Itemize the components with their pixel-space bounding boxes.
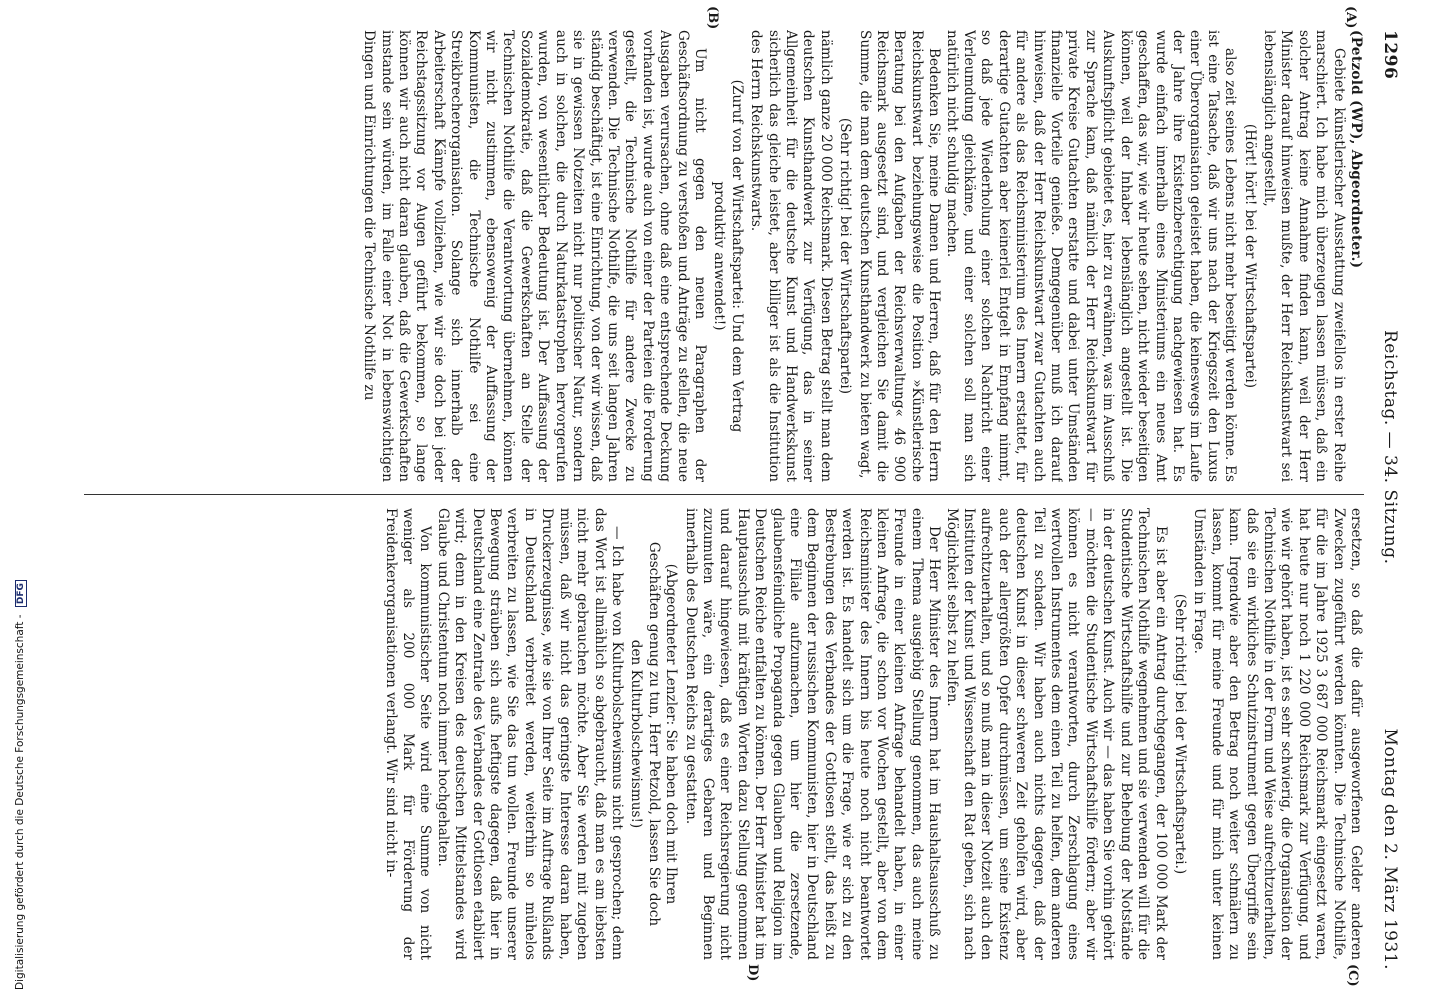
- left-column-paragraph: (Hört! hört! bei der Wirtschaftspartei): [1241, 123, 1258, 389]
- left-column-paragraph: Gebiete künstlerischer Ausstattung zweifellos in erster Reihe marschiert. Ich habe mich überzeugen lassen müssen, daß ein solcher Antrag keine Annahme finden kann, weil der Herr Minister darauf hinweisen mußte, der Herr Reichskunstwart sei lebenslänglich angestellt,: [1260, 30, 1347, 482]
- page-header: [1374, 30, 1400, 970]
- left-column-paragraph: Bedenken Sie, meine Damen und Herren, daß für den Herrn Reichskunstwart beziehungsweise die Position »Künstlerische Beratung bei den Aufgaben der Reichsverwaltung« 46 900 Reichsmark ausgesetzt sind, und vergleichen Sie damit die Summe, die man dem deutschen Kunsthandwerk zu bieten wagt,: [856, 30, 943, 482]
- left-column-paragraph: (Petzold (WP), Abgeordneter.): [1348, 30, 1364, 269]
- right-column-paragraph: Der Herr Minister des Innern hat im Haushaltsausschuß zu einem Thema ausgiebig Stellung genommen, das auch meine Freunde in einer kleinen Anfrage behandelt haben, in einer kleinen Anfrage, die schon vor Wochen gestellt, aber von dem Reichsminister des Innern bis heute noch nicht beantwortet werden ist. Es handelt sich um die Frage, wie er sich zu den Bestrebungen des Verbandes der Gottlosen stellt, das heißt zu dem Beginnen der russischen Kommunisten, hier in Deutschland eine Filiale aufzumachen, um hier die zersetzende, glaubensfeindliche Propaganda gegen Glauben und Religion im Deutschen Reiche entfalten zu können. Der Herr Minister hat im Hauptausschuß mit kräftigen Worten dazu Stellung genommen und darauf hingewiesen, daß es einer Reichsregierung nicht zuzumuten wäre, ein derartiges Gebaren und Beginnen innerhalb des Deutschen Reichs zu gestatten.: [682, 508, 943, 960]
- right-column-paragraph: (Sehr richtig! bei der Wirtschaftspartei.): [1171, 593, 1188, 875]
- right-column-paragraph: Von kommunistischer Seite wird eine Summe von nicht weniger als 200 000 Mark für Förderung der Freidenkerorganisationen verlangt. Wir sind nicht in-: [382, 508, 434, 960]
- document-page: [70, 6, 1400, 987]
- session-date: Montag den 2. März 1931.: [1380, 728, 1400, 970]
- margin-mark-c: (C): [1345, 964, 1360, 987]
- margin-mark-d: D): [745, 964, 760, 982]
- right-column: [79, 508, 1364, 960]
- column-divider: [84, 494, 1364, 495]
- right-column-paragraph: (Abgeordneter Lenzler: Sie haben doch mit Ihren Geschäften genug zu tun, Herr Petzold, lassen Sie doch den Kulturbolschewismus!): [628, 541, 680, 927]
- dfg-logo: DFG: [15, 580, 27, 607]
- left-column-paragraph: also zeit seines Lebens nicht mehr beseitigt werden könne. Es ist eine Tatsache, daß wir uns nach der Kriegszeit den Luxus einer Überorganisation geleistet haben, die keineswegs im Laufe der Jahre ihre Existenzberechtigung nachgewiesen hat. Es wurde einfach innerhalb eines Ministeriums ein neues Amt geschaffen, das wir, wie wir heute sehen, nicht wieder beseitigen können, weil der Inhaber lebenslänglich angestellt ist. Die Auskunftspflicht gebietet es, hier zu erwähnen, was im Ausschuß zur Sprache kam, daß nämlich der Herr Reichskunstwart für private Kreise Gutachten erstatte und dabei unter Umständen finanzielle Vorteile genieße. Demgegenüber muß ich darauf hinweisen, daß der Herr Reichskunstwart zwar Gutachten auch für andere als das Reichsministerium des Innern erstattet, für derartige Gutachten aber keinerlei Entgelt in Empfang nimmt, so daß jede Wiederholung einer solchen Nachricht einer Verleumdung gleichkäme, und einer solchen soll man sich natürlich nicht schuldig machen.: [943, 30, 1239, 482]
- right-column-paragraph: — Ich habe von Kulturbolschewismus nicht gesprochen; denn das Wort ist allmählich so abgebraucht, daß man es am liebsten nicht mehr gebrauchen möchte. Aber Sie werden mit zugeben müssen, daß wir nicht das geringste Interesse daran haben, Druckerzeugnisse, wie sie von Ihrer Seite im Auftrage Rußlands in Deutschland verbreitet werden, weiterhin so mühelos verbreiten zu lassen, wie Sie das tun wollen. Freunde unserer Bewegung sträuben sich aufs heftigste dagegen, daß hier in Deutschland eine Zentrale des Verbandes der Gottlosen etabliert wird; denn in den Kreisen des deutschen Mittelstandes wird Glaube und Christentum noch immer hochgehalten.: [434, 508, 625, 960]
- right-column-paragraph: Es ist aber ein Antrag durchgegangen, der 100 000 Mark der Technischen Nothilfe wegnehmen und sie verwenden will für die Studentische Wirtschaftshilfe und zur Behebung der Notstände in der deutschen Kunst. Auch wir — das haben Sie vorhin gehört — möchten die Studentische Wirtschaftshilfe fördern; aber wir können es nicht verantworten, durch Zerschlagung eines wertvollen Instrumentes dem einen Teil zu helfen, dem anderen Teil zu schaden. Wir haben auch nichts dagegen, daß der deutschen Kunst in dieser schweren Zeit geholfen wird, aber auch der allergrößten Opfer durchmüssen, um seine Existenz aufrechtzuerhalten, und so muß man in dieser Notzeit auch den Instituten der Kunst und Wissenschaft den Rat geben, sich nach Möglichkeit selbst zu helfen.: [943, 508, 1169, 960]
- page-number: 1296: [1380, 30, 1400, 80]
- left-column-paragraph: (Zuruf von der Wirtschaftspartei: Und dem Vertrag produktiv anwendet!): [711, 79, 745, 433]
- margin-mark-a: (A): [1343, 6, 1358, 29]
- credit-text: Digitalisierung gefördert durch die Deutsche Forschungsgemeinschaft -: [14, 614, 26, 990]
- left-column-paragraph: Um nicht gegen den neuen Paragraphen der Geschäftsordnung zu verstoßen und Anträge zu stellen, die neue Ausgaben verursachen, ohne daß eine entsprechende Deckung vorhanden ist, wurde auch von einer der Parteien die Forderung gestellt, die Technische Nothilfe für andere Zwecke zu verwenden. Die Technische Nothilfe, die uns seit langen Jahren ständig beschäftigt, ist eine Einrichtung, von der wir wissen, daß sie in gewissen Notzeiten nicht nur politischer Natur, sondern auch in solchen, die durch Naturkatastrophen hervorgerufen wurden, von wesentlicher Bedeutung ist. Der Auffassung der Sozialdemokratie, daß die Gewerkschaften an Stelle der Technischen Nothilfe die Verantwortung übernehmen, können wir nicht zustimmen, ebensowenig der Auffassung der Kommunisten, die Technische Nothilfe sei eine Streikbrecherorganisation. Solange sich innerhalb der Arbeiterschaft Kämpfe vollziehen, wie wir sie doch bei jeder Reichstagssitzung vor Augen geführt bekommen, so lange können wir auch nicht daran glauben, daß die Gewerkschaften imstande sein würden, im Falle einer Not in lebenswichtigen Dingen und Einrichtungen die Technische Nothilfe zu: [361, 30, 708, 482]
- right-column-paragraph: ersetzen, so daß die dafür ausgeworfenen Gelder anderen Zwecken zugeführt werden könnten. Die Technische Nothilfe, für die im Jahre 1925 3 687 000 Reichsmark eingesetzt waren, hat heute nur noch 1 220 000 Reichsmark zur Verfügung, und wie wir gehört haben, ist es sehr schwierig, die Organisation der Technischen Nothilfe in der Form und Weise aufrechtzuerhalten, daß sie ein wirkliches Schutzinstrument gegen Übergriffe sein kann. Irgendwie aber den Betrag noch weiter schmälern zu lassen, kommt für meine Freunde und für mich unter keinen Umständen in Frage.: [1191, 508, 1364, 960]
- left-column-paragraph: (Sehr richtig! bei der Wirtschaftspartei): [837, 117, 854, 395]
- left-column: [79, 30, 1364, 482]
- page-title: Reichstag. — 34. Sitzung.: [1380, 330, 1400, 565]
- margin-mark-b: (B): [705, 6, 720, 30]
- digitization-credit: [0, 0, 26, 1000]
- left-column-paragraph: nämlich ganze 20 000 Reichsmark. Diesen Betrag stellt man dem deutschen Kunsthandwerk zur Verfügung, das in seiner Allgemeinheit für die deutsche Kunst und Handwerkskunst sicherlich das gleiche leistet, aber billiger ist als die Institution des Herrn Reichskunstwarts.: [748, 30, 834, 482]
